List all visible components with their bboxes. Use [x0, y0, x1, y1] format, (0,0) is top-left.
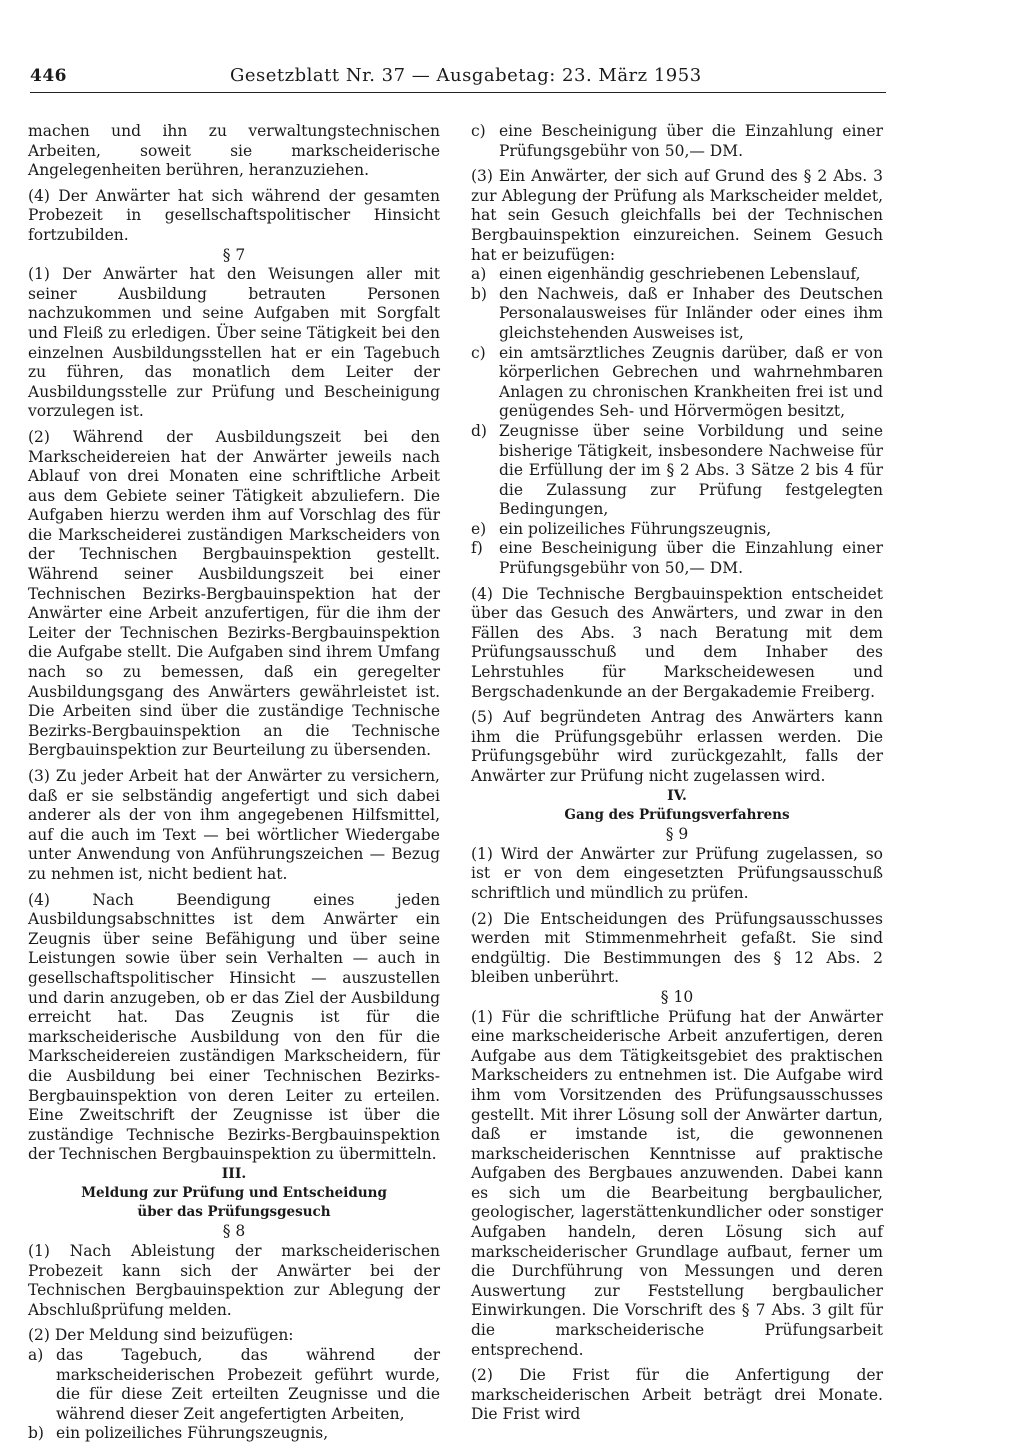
- paragraph: (4) Die Technische Bergbauinspektion entscheidet über das Gesuch des Anwärters, und zwar in den Fällen des Abs. 3 nach Beratung mit dem Prüfungsausschuß und dem Inhaber des Lehrstuhles für Markscheidewesen und Bergschadenkunde an der Bergakademie Freiberg.: [471, 584, 883, 701]
- list-label: c): [471, 122, 486, 140]
- page-number: 446: [30, 66, 67, 86]
- section-mark: § 8: [222, 1222, 246, 1241]
- list-label: d): [471, 421, 487, 440]
- list-text: das Tagebuch, das während der markscheiderischen Probezeit geführt wurde, die für diese Zeit erteilten Zeugnisse und die während dieser Zeit angefertigten Arbeiten,: [56, 1346, 440, 1423]
- list-item: [28, 1346, 440, 1424]
- list-text: Zeugnisse über seine Vorbildung und seine bisherige Tätigkeit, insbesondere Nachweise für die Erfüllung der im § 2 Abs. 3 Sätze 2 bis 4 für die Zulassung zur Prüfung festgelegten Bedingungen,: [499, 421, 883, 519]
- list-item: [471, 122, 883, 161]
- list-text: eine Bescheinigung über die Einzahlung einer Prüfungsgebühr von 50,— DM.: [499, 122, 883, 160]
- paragraph: (1) Wird der Anwärter zur Prüfung zugelassen, so ist er von dem eingesetzten Prüfungsausschuß schriftlich und mündlich zu prüfen.: [471, 844, 883, 902]
- paragraph: (3) Ein Anwärter, der sich auf Grund des § 2 Abs. 3 zur Ablegung der Prüfung als Markscheider meldet, hat sein Gesuch gleichfalls bei der Technischen Bergbauinspektion einzureichen. Seinem Gesuch hat er beizufügen:: [471, 167, 883, 264]
- list-label: b): [471, 284, 487, 303]
- paragraph: (2) Die Frist für die Anfertigung der markscheiderischen Arbeit beträgt drei Monate. Die Frist wird: [471, 1366, 883, 1424]
- section-mark: § 9: [665, 825, 689, 844]
- paragraph: (2) Die Entscheidungen des Prüfungsausschusses werden mit Stimmenmehrheit gefaßt. Sie sind endgültig. Die Bestimmungen des § 12 Abs. 2 bleiben unberührt.: [471, 909, 883, 987]
- paragraph: (2) Während der Ausbildungszeit bei den Markscheidereien hat der Anwärter jeweils nach Ablauf von drei Monaten eine schriftliche Arbeit aus dem Gebiete seiner Tätigkeit abzuliefern. Die Aufgaben hierzu werden ihm auf Vorschlag des für die Markscheiderei zuständigen Markscheiders von der Technischen Bergbauinspektion gestellt. Während seiner Ausbildungszeit bei einer Technischen Bezirks-Bergbauinspektion hat der Anwärter eine Arbeit anzufertigen, für die ihm der Leiter der Technischen Bezirks-Bergbauinspektion die Aufgabe stellt. Die Aufgaben sind ihrem Umfang nach so zu bemessen, daß ein geregelter Ausbildungsgang des Anwärters gewährleistet ist. Die Arbeiten sind über die zuständige Technische Bezirks-Bergbauinspektion an die Technische Bergbauinspektion zur Beurteilung zu übersenden.: [28, 427, 440, 760]
- list-label: a): [471, 265, 487, 284]
- paragraph: (1) Für die schriftliche Prüfung hat der Anwärter eine markscheiderische Arbeit anzufertigen, deren Aufgabe aus dem Tätigkeitsgebiet des praktischen Markscheiders zu entnehmen ist. Die Aufgabe wird ihm vom Vorsitzenden des Prüfungsausschusses gestellt. Mit ihrer Lösung soll der Anwärter dartun, daß er imstande ist, die gewonnenen markscheiderischen Kenntnisse auf praktische Aufgaben des Bergbaues anzuwenden. Dabei kann es sich um die Bearbeitung bergbaulicher, geologischer, lagerstättenkundlicher oder sonstiger Aufgaben handeln, deren Lösung sich auf markscheiderischer Grundlage aufbaut, ferner um die Durchführung von Messungen und deren Auswertung zur Feststellung bergbaulicher Einwirkungen. Die Vorschrift des § 7 Abs. 3 gilt für die markscheiderische Prüfungsarbeit entsprechend.: [471, 1007, 883, 1359]
- page-header: [30, 62, 886, 93]
- paragraph: (5) Auf begründeten Antrag des Anwärters kann ihm die Prüfungsgebühr erlassen werden. Die Prüfungsgebühr wird zurückgezahlt, falls der Anwärter zur Prüfung nicht zugelassen wird.: [471, 708, 883, 785]
- list-item: [471, 285, 883, 344]
- list-label: b): [28, 1424, 44, 1443]
- section-mark: § 10: [660, 987, 694, 1006]
- paragraph: (1) Nach Ableistung der markscheiderischen Probezeit kann sich der Anwärter bei der Technischen Bergbauinspektion zur Ablegung der Abschlußprüfung melden.: [28, 1242, 440, 1319]
- paragraph: machen und ihn zu verwaltungstechnischen Arbeiten, soweit sie markscheiderische Angelegenheiten berühren, heranzuziehen.: [28, 122, 440, 180]
- list-item: [471, 539, 883, 578]
- list-label: c): [471, 343, 486, 362]
- paragraph: (3) Zu jeder Arbeit hat der Anwärter zu versichern, daß er sie selbständig angefertigt und sich dabei anderer als der von ihm angegebenen Hilfsmittel, auf die auch im Text — bei wörtlicher Wiedergabe unter Anwendung von Anführungszeichen — Bezug zu nehmen ist, nicht bedient hat.: [28, 767, 440, 883]
- chapter-number: IV.: [667, 787, 687, 804]
- header-title: Gesetzblatt Nr. 37 — Ausgabetag: 23. März 1953: [230, 65, 702, 86]
- list-text: ein polizeiliches Führungszeugnis,: [499, 519, 772, 538]
- left-column: [28, 122, 440, 1444]
- list-text: eine Bescheinigung über die Einzahlung einer Prüfungsgebühr von 50,— DM.: [499, 539, 883, 578]
- list-label: f): [471, 539, 483, 558]
- paragraph: (4) Nach Beendigung eines jeden Ausbildungsabschnittes ist dem Anwärter ein Zeugnis über seine Befähigung und über seine Leistungen sowie über sein Verhalten — auch in gesellschaftspolitischer Hinsicht — auszustellen und darin anzugeben, ob er das Ziel der Ausbildung erreicht hat. Das Zeugnis ist für die markscheiderische Ausbildung von den für die Markscheidereien zuständigen Markscheidern, für die Ausbildung bei einer Technischen Bezirks-Bergbauinspektion von deren Leiter zu erteilen. Eine Zweitschrift der Zeugnisse ist über die zuständige Technische Bezirks-Bergbauinspektion der Technischen Bergbauinspektion zu übermitteln.: [28, 890, 440, 1164]
- right-column: [471, 122, 883, 1425]
- section-mark: § 7: [222, 245, 246, 264]
- chapter-number: III.: [221, 1165, 247, 1182]
- list-text: ein amtsärztliches Zeugnis darüber, daß er von körperlichen Gebrechen und wahrnehmbaren Anlagen zu chronischen Krankheiten frei ist und genügendes Seh- und Hörvermögen besitzt,: [499, 343, 883, 421]
- paragraph: (2) Der Meldung sind beizufügen:: [28, 1326, 294, 1345]
- paragraph: (4) Der Anwärter hat sich während der gesamten Probezeit in gesellschaftspolitischer Hinsicht fortzubilden.: [28, 186, 440, 244]
- list-label: e): [471, 519, 487, 538]
- chapter-heading: Gang des Prüfungsverfahrens: [564, 807, 790, 824]
- chapter-heading: über das Prüfungsgesuch: [137, 1204, 331, 1221]
- list-item: [28, 1424, 440, 1444]
- list-text: einen eigenhändig geschriebenen Lebenslauf,: [499, 265, 861, 284]
- chapter-heading: Meldung zur Prüfung und Entscheidung: [81, 1185, 387, 1202]
- list-label: a): [28, 1346, 44, 1365]
- paragraph: (1) Der Anwärter hat den Weisungen aller mit seiner Ausbildung betrauten Personen nachzukommen und seine Aufgaben mit Sorgfalt und Fleiß zu erledigen. Über seine Tätigkeit bei den einzelnen Ausbildungsstellen hat er ein Tagebuch zu führen, das monatlich dem Leiter der Ausbildungsstelle zur Prüfung und Bescheinigung vorzulegen ist.: [28, 265, 440, 421]
- list-item: [471, 344, 883, 422]
- list-item: [471, 520, 883, 540]
- list-text: ein polizeiliches Führungszeugnis,: [56, 1424, 329, 1443]
- list-item: [471, 422, 883, 520]
- list-item: [471, 265, 883, 285]
- list-text: den Nachweis, daß er Inhaber des Deutschen Personalausweises für Inländer oder eines ihm gleichstehenden Ausweises ist,: [499, 284, 883, 342]
